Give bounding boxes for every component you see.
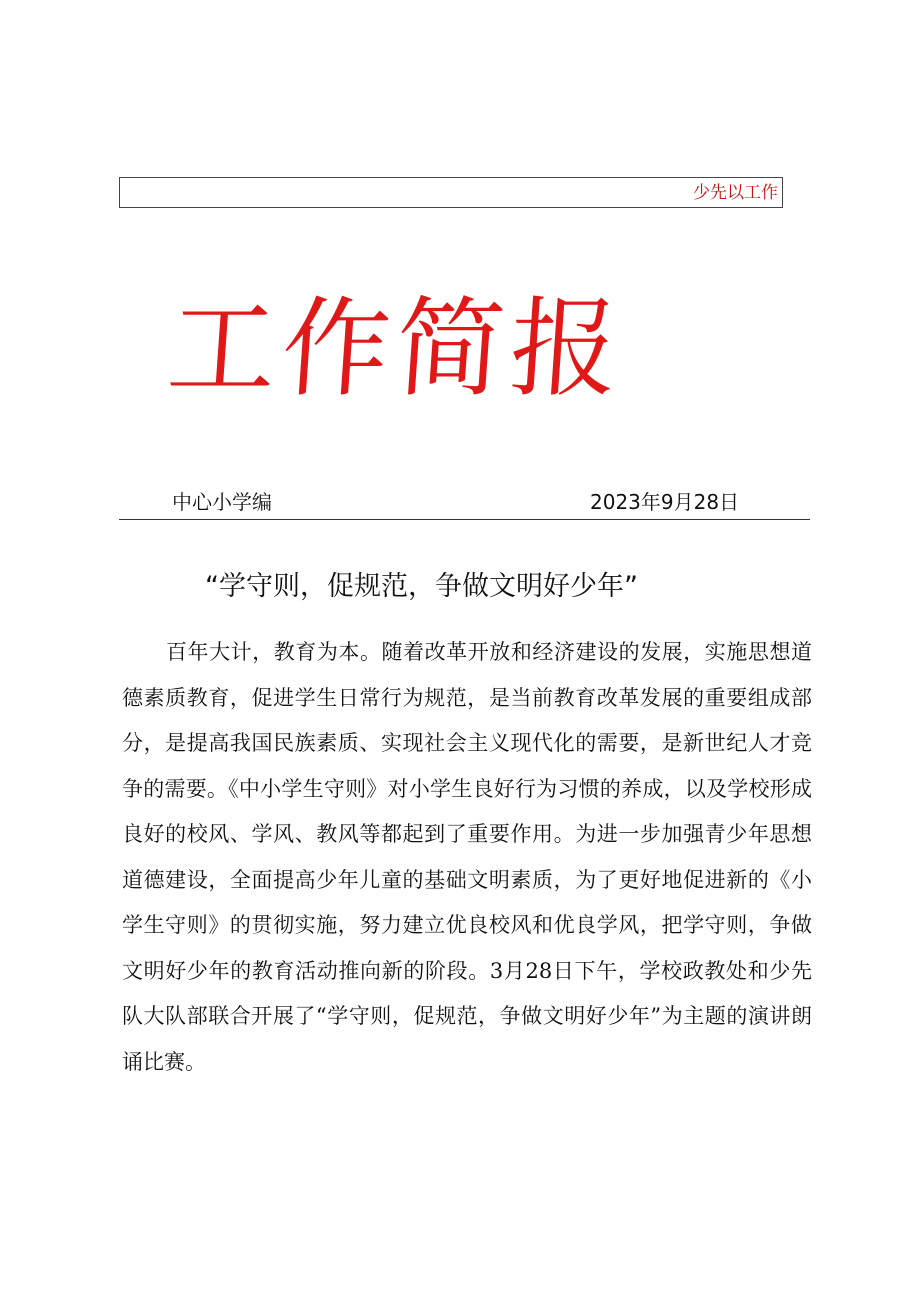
header-box: [119, 177, 783, 208]
divider-rule: [119, 519, 810, 520]
article-body: 百年大计，教育为本。随着改革开放和经济建设的发展，实施思想道德素质教育，促进学生日常行为规范，是当前教育改革发展的重要组成部分，是提高我国民族素质、实现社会主义现代化的需要，是新世纪人才竞争的需要。《中小学生守则》对小学生良好行为习惯的养成，以及学校形成良好的校风、学风、教风等都起到了重要作用。为进一步加强青少年思想道德建设，全面提高少年儿童的基础文明素质，为了更好地促进新的《小学生守则》的贯彻实施，努力建立优良校风和优良学风，把学守则，争做文明好少年的教育活动推向新的阶段。3月28日下午，学校政教处和少先队大队部联合开展了“学守则，促规范，争做文明好少年”为主题的演讲朗诵比赛。: [122, 640, 812, 1074]
header-label: 少先以工作: [693, 183, 778, 203]
masthead-title: 工作简报: [163, 287, 629, 412]
editor-line: 中心小学编: [172, 490, 272, 514]
article-title: “学守则，促规范，争做文明好少年”: [205, 571, 638, 602]
issue-date: 2023年9月28日: [590, 490, 740, 514]
